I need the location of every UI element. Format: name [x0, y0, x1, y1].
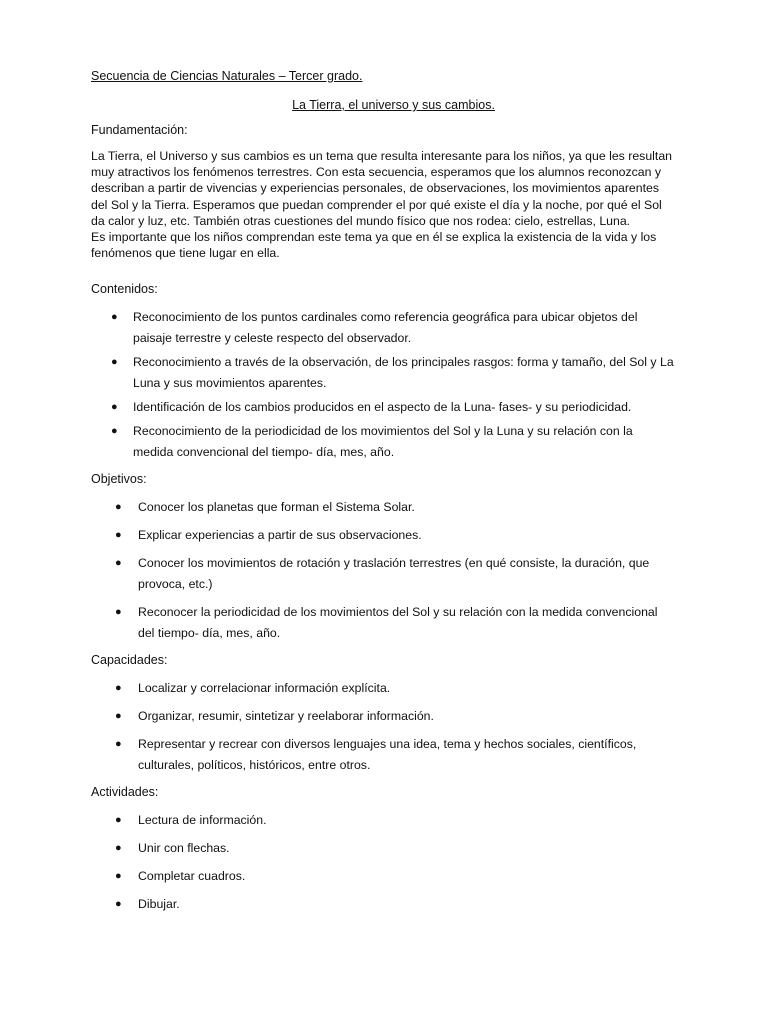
- paragraph-line: da calor y luz, etc. También otras cuestiones del mundo físico que nos rodea: cielo, estrellas, Luna.: [91, 213, 631, 228]
- list-item: [91, 866, 696, 887]
- list-item-line: Conocer los movimientos de rotación y traslación terrestres (en qué consiste, la duración, que: [138, 556, 650, 571]
- bullet-icon: ●: [115, 842, 122, 855]
- bullet-icon: ●: [115, 870, 122, 883]
- list-item: [91, 553, 696, 595]
- paragraph-line: La Tierra, el Universo y sus cambios es un tema que resulta interesante para los niños, ya que les resultan: [91, 149, 672, 163]
- list-item-line: Localizar y correlacionar información explícita.: [138, 681, 391, 696]
- list-item: [91, 421, 696, 463]
- list-item-line: Reconocimiento a través de la observación, de los principales rasgos: forma y tamaño, del Sol y La: [133, 355, 674, 370]
- capacidades-heading: Capacidades:: [91, 653, 168, 668]
- list-item: [91, 734, 696, 776]
- actividades-heading: Actividades:: [91, 785, 159, 800]
- list-item-line: del tiempo- día, mes, año.: [138, 626, 281, 641]
- bullet-icon: ●: [111, 356, 118, 369]
- paragraph-line: muy atractivos los fenómenos terrestres. Con esta secuencia, esperamos que los alumnos reconozcan y: [91, 165, 662, 180]
- paragraph-line: del Sol y la Tierra. Esperamos que puedan comprender el por qué existe el día y la noche, por qué el Sol: [91, 197, 662, 212]
- list-item-line: Conocer los planetas que forman el Sistema Solar.: [138, 500, 415, 515]
- list-item: [91, 602, 696, 644]
- list-item-line: Reconocimiento de los puntos cardinales como referencia geográfica para ubicar objetos del: [133, 310, 638, 325]
- bullet-icon: ●: [115, 529, 122, 542]
- bullet-icon: ●: [115, 710, 122, 723]
- list-item-line: Dibujar.: [138, 897, 180, 912]
- list-item-line: Completar cuadros.: [138, 869, 246, 884]
- list-item-line: Reconocer la periodicidad de los movimientos del Sol y su relación con la medida convencional: [138, 605, 658, 620]
- objetivos-list: [91, 497, 696, 644]
- list-item: [91, 678, 696, 699]
- fundamentacion-paragraph: [91, 148, 696, 261]
- list-item: [91, 706, 696, 727]
- actividades-list: [91, 810, 696, 915]
- list-item: [91, 894, 696, 915]
- capacidades-list: [91, 678, 696, 776]
- paragraph-line: describan a partir de vivencias y experiencias personales, de observaciones, los movimientos aparentes: [91, 181, 660, 196]
- list-item: [91, 525, 696, 546]
- bullet-icon: ●: [115, 814, 122, 827]
- list-item-line: Reconocimiento de la periodicidad de los movimientos del Sol y la Luna y su relación con la: [133, 424, 633, 439]
- list-item-line: Representar y recrear con diversos lenguajes una idea, tema y hechos sociales, científicos,: [138, 737, 637, 752]
- bullet-icon: ●: [115, 682, 122, 695]
- bullet-icon: ●: [115, 738, 122, 751]
- list-item: [91, 838, 696, 859]
- list-item-line: Explicar experiencias a partir de sus observaciones.: [138, 528, 422, 543]
- list-item: [91, 352, 696, 394]
- bullet-icon: ●: [115, 606, 122, 619]
- document-title: Secuencia de Ciencias Naturales – Tercer grado.: [91, 69, 363, 83]
- fundamentacion-heading: Fundamentación:: [91, 123, 188, 137]
- bullet-icon: ●: [111, 401, 118, 414]
- contenidos-list: [91, 307, 696, 463]
- list-item: [91, 497, 696, 518]
- bullet-icon: ●: [111, 425, 118, 438]
- list-item-line: Identificación de los cambios producidos en el aspecto de la Luna- fases- y su periodicidad.: [133, 400, 632, 415]
- list-item-line: Lectura de información.: [138, 813, 267, 828]
- list-item-line: Organizar, resumir, sintetizar y reelaborar información.: [138, 709, 434, 724]
- bullet-icon: ●: [115, 898, 122, 911]
- paragraph-line: fenómenos que tiene lugar en ella.: [91, 246, 280, 261]
- bullet-icon: ●: [115, 557, 122, 570]
- list-item: [91, 397, 696, 418]
- list-item-line: Unir con flechas.: [138, 841, 230, 856]
- bullet-icon: ●: [115, 501, 122, 514]
- paragraph-line: Es importante que los niños comprendan este tema ya que en él se explica la existencia de la vida y los: [91, 230, 657, 245]
- list-item: [91, 810, 696, 831]
- contenidos-heading: Contenidos:: [91, 282, 158, 297]
- list-item-line: Luna y sus movimientos aparentes.: [133, 376, 327, 391]
- bullet-icon: ●: [111, 311, 118, 324]
- list-item-line: paisaje terrestre y celeste respecto del observador.: [133, 331, 412, 346]
- list-item-line: medida convencional del tiempo- día, mes, año.: [133, 445, 395, 460]
- list-item: [91, 307, 696, 349]
- document-subtitle: La Tierra, el universo y sus cambios.: [292, 98, 495, 112]
- list-item-line: culturales, políticos, históricos, entre otros.: [138, 758, 371, 773]
- list-item-line: provoca, etc.): [138, 577, 213, 592]
- objetivos-heading: Objetivos:: [91, 472, 147, 487]
